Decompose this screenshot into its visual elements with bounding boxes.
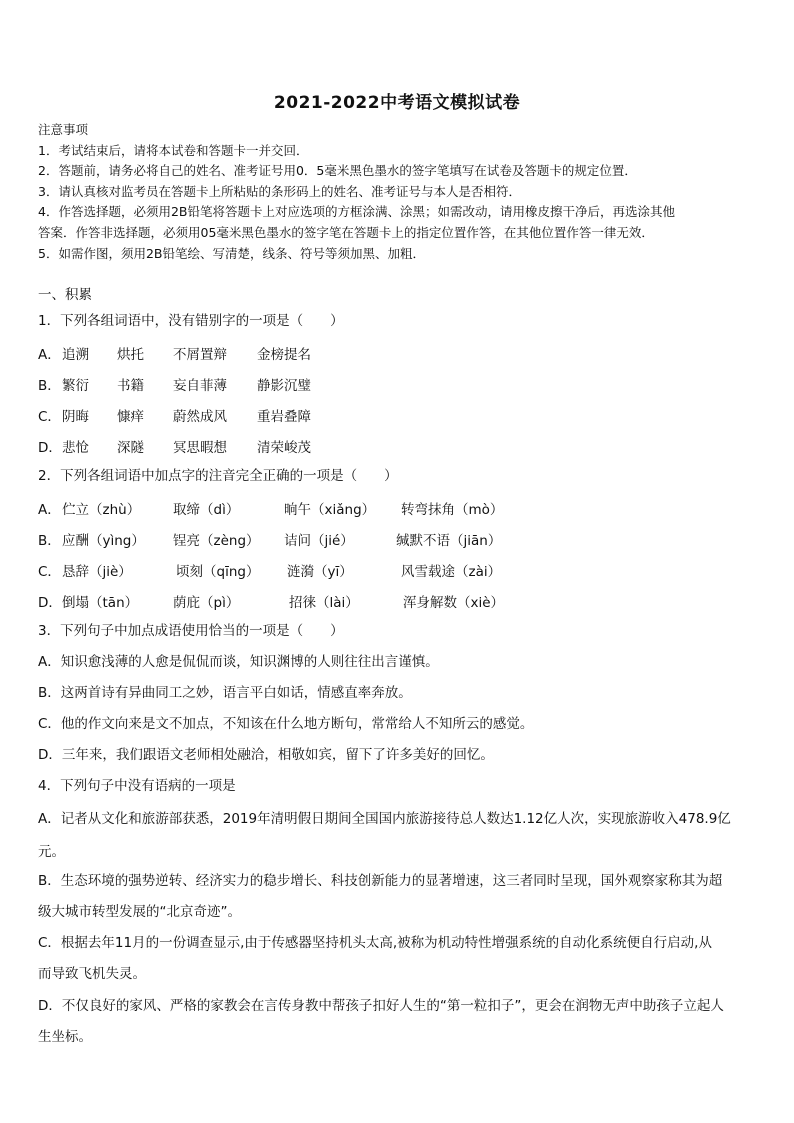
option-word: 晌午（xiǎng） [284, 502, 376, 518]
notice-line: 答案．作答非选择题，必须用05毫米黑色墨水的签字笔在答题卡上的指定位置作答，在其他位置作答一律无效． [38, 225, 654, 240]
question-4-option-b-line: 级大城市转型发展的“北京奇迹”。 [38, 904, 241, 920]
question-3-option-b: B．这两首诗有异曲同工之妙，语言平白如话，情感直率奔放。 [38, 685, 412, 701]
option-letter: A． [38, 347, 61, 363]
option-letter: A． [38, 502, 61, 518]
notice-line: 1．考试结束后，请将本试卷和答题卡一并交回． [38, 143, 309, 158]
question-3-stem: 3．下列句子中加点成语使用恰当的一项是（ ） [38, 623, 344, 639]
notice-line: 3．请认真核对监考员在答题卡上所粘贴的条形码上的姓名、准考证号与本人是否相符． [38, 184, 521, 199]
notice-line: 2．答题前，请务必将自己的姓名、准考证号用0．5毫米黑色墨水的签字笔填写在试卷及答题卡的规定位置． [38, 163, 637, 178]
question-1-stem: 1．下列各组词语中，没有错别字的一项是（ ） [38, 313, 344, 329]
notice-heading: 注意事项 [38, 122, 89, 137]
option-word: 招徕（lài） [289, 595, 359, 611]
question-3-option-a: A．知识愈浅薄的人愈是侃侃而谈，知识渊博的人则往往出言谨慎。 [38, 654, 439, 670]
option-letter: C． [38, 409, 61, 425]
option-letter: D． [38, 440, 62, 456]
option-letter: B． [38, 533, 61, 549]
option-word: 冥思暇想 [173, 440, 227, 456]
option-word: 清荣峻茂 [257, 440, 311, 456]
option-word: 书籍 [117, 378, 144, 394]
option-word: 涟漪（yī） [287, 564, 353, 580]
option-word: 悲怆 [62, 440, 89, 456]
option-word: 慷痒 [117, 409, 144, 425]
option-word: 缄默不语（jiān） [396, 533, 502, 549]
question-4-option-c-line: 而导致飞机失灵。 [38, 966, 146, 982]
question-4-option-a-line: A．记者从文化和旅游部获悉，2019年清明假日期间全国国内旅游接待总人数达1.12亿人次，实现旅游收入478.9亿 [38, 811, 731, 827]
option-word: 伫立（zhù） [62, 502, 141, 518]
question-4-stem: 4．下列句子中没有语病的一项是 [38, 778, 236, 794]
option-word: 恳辞（jiè） [62, 564, 132, 580]
question-4-option-a-line: 元。 [38, 844, 65, 860]
option-word: 阴晦 [62, 409, 89, 425]
option-word: 荫庇（pì） [173, 595, 240, 611]
option-word: 转弯抹角（mò） [401, 502, 504, 518]
option-word: 锃亮（zèng） [173, 533, 260, 549]
option-letter: D． [38, 595, 62, 611]
question-3-option-d: D．三年来，我们跟语文老师相处融洽，相敬如宾，留下了许多美好的回忆。 [38, 747, 494, 763]
question-2-stem: 2．下列各组词语中加点字的注音完全正确的一项是（ ） [38, 468, 398, 484]
option-word: 妄自菲薄 [173, 378, 227, 394]
option-word: 深隧 [117, 440, 144, 456]
option-word: 重岩叠障 [257, 409, 311, 425]
notice-line: 5．如需作图，须用2B铅笔绘、写清楚，线条、符号等须加黑、加粗． [38, 246, 425, 261]
notice-line: 4．作答选择题，必须用2B铅笔将答题卡上对应选项的方框涂满、涂黑；如需改动，请用橡皮擦干净后，再选涂其他 [38, 204, 675, 219]
option-word: 取缔（dì） [173, 502, 240, 518]
option-word: 追溯 [62, 347, 89, 363]
option-word: 诘问（jié） [284, 533, 354, 549]
question-4-option-d-line: 生坐标。 [38, 1029, 92, 1045]
question-4-option-b-line: B．生态环境的强势逆转、经济实力的稳步增长、科技创新能力的显著增速，这三者同时呈现，国外观察家称其为超 [38, 873, 723, 889]
option-letter: B． [38, 378, 61, 394]
question-4-option-d-line: D．不仅良好的家风、严格的家教会在言传身教中帮孩子扣好人生的“第一粒扣子”，更会在润物无声中助孩子立起人 [38, 998, 724, 1014]
option-word: 风雪载途（zài） [401, 564, 502, 580]
question-3-option-c: C．他的作文向来是文不加点，不知该在什么地方断句，常常给人不知所云的感觉。 [38, 716, 534, 732]
option-word: 应酬（yìng） [62, 533, 145, 549]
option-word: 倒塌（tān） [62, 595, 139, 611]
option-word: 顷刻（qīng） [176, 564, 260, 580]
option-word: 不屑置辩 [173, 347, 227, 363]
option-word: 金榜提名 [257, 347, 311, 363]
question-4-option-c-line: C．根据去年11月的一份调查显示,由于传感器坚持机头太高,被称为机动特性增强系统的自动化系统便自行启动,从 [38, 935, 712, 951]
option-word: 烘托 [117, 347, 144, 363]
option-word: 蔚然成风 [173, 409, 227, 425]
section-heading: 一、积累 [38, 287, 92, 303]
option-word: 繁衍 [62, 378, 89, 394]
page-title: 2021-2022中考语文模拟试卷 [273, 93, 521, 113]
option-letter: C． [38, 564, 61, 580]
option-word: 静影沉璧 [257, 378, 311, 394]
option-word: 浑身解数（xiè） [403, 595, 505, 611]
